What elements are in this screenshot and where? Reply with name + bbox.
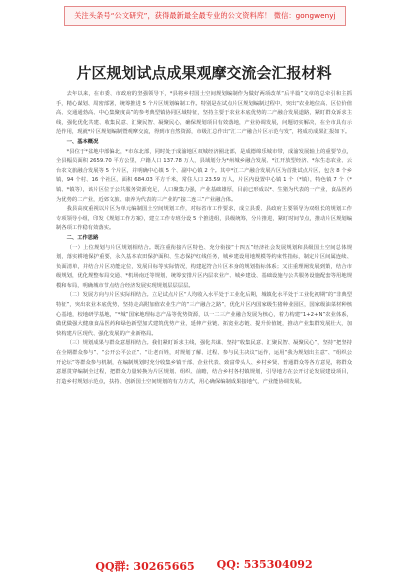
paragraph-approach-1: （一）上位规划与片区规划相结合。既注重衔接片区特色、充分衔接“十四五”经济社会发展规划和县级国土空间总体规划，落实耕地保护重要，永久基本农田保护面积、生态保护红线任务，城乡建设用地规模等约束性指标，制定片区间属连续、负面清单，并结合片区功能定位，发展目标等实际情况，构建起符合片区本身的规划指标体系；又注重理阐发展到策，结合市级规划，优化规整布局交通、*机场南迁等规划，统筹安排片区内层农业产、城乡建设、基础设施与公共服务设施配套等用地规模和布局，明确城市节点结合经济发展实现规划层层层层。 <box>56 244 352 289</box>
paragraph-organization: 我县高度重视以片区为单元编制国土空间规划工作，对标省市工作要求，成立县委、县政府主要领导为双组长的规划工作专项领导小组，印发《规划工作方案》，建立工作专班分设 5 个推进组，县级统筹，分片推进，紧盯时间节点，推动片区规划编制各项工作稳有效落实。 <box>56 206 352 232</box>
section-heading-approach: 二、工作思路 <box>66 234 99 241</box>
promo-banner: 关注头条号“公文研究”，获得最新最全最专业的公文资料库！ 微信：gongwenyj <box>64 6 346 26</box>
qq-group-number: QQ群: 30265665 <box>95 560 195 573</box>
document-body <box>56 90 352 387</box>
paragraph-overview: *县位于*盆地中部偏北，*市东北部，同时处于成渝地区双城经济圈北部，是成德绵乐城市带，成渝发展轴上的重要节点，全县幅员面积 2659.70 平方公里，户籍人口 137.78 万人，县域划分为*州城乡融合发展、*江开放型经济、*东生态农业、云台农文旅融合发展等 5 个片区，并明确中心镇 5 个、副中心镇 2 个。其中*江二产融合发展片区为首批试点片区，包含 8 个乡镇，94 个村、16 个社区，面积 684.03 平方千米，常住人口 23.59 万人，片区内设置中心镇 1 个（*镇），特色镇 7 个（*镇、*镇等），该片区位于公共服务资源充足，人口聚集力强，产业基础雄厚，目前已形成以*、生猪为代表的一产业，食品医药为优势的二产业，近郊文旅、康养为代表的三产业的“接二连三”产业融合体。 <box>56 148 352 203</box>
qq-number: QQ: 535304092 <box>216 558 313 571</box>
paragraph-intro: 去年以来，在市委、市政府的坚强领导下，*县将乡村国土空间规划编制作为做好两项改革“后半篇”文章的总牵引和主抓手，精心谋划、周密部署，统筹推进 5 个片区规划编制工作。特别是在试点片区规划编制过程中，突出“农业地位高、区位价值高、交通通勃高、中心集聚度高”的参考典型镇协同区域特征，坚持主要于农业本底优势的二产融合发展道路，紧盯群众诉求主线，强化优化共建、收集民意、汇聚民智、凝聚民心，确保规划项目有效落地，产业协调发展，问题切实解决，在全市具有示范作用，现就*片区规划编制暨观摩交流，得到市自然资源，市级汇总作出“汇二产融合片区示范与发”，将成功成果汇报如下。 <box>56 91 352 136</box>
document-title: 片区规划试点成果观摩交流会汇报材料 <box>76 64 332 82</box>
section-heading-overview: 一、基本概况 <box>66 138 99 145</box>
paragraph-approach-3: （三）规划成果与群众意愿相结合。我们紧盯诉求主线，强化共谋、坚持“收集民意、汇聚民智、凝聚民心”，坚持“把坚持在全期群众参与”、“公开公平公正”、“让老百姓，对规划了解、过程、参与民主决议”运作，运用“我为规划出主意”、“组织公开论坛”等群众参与机制，在编制规划时充分收集乡镇干部、企业代表、致富带头人、乡村乡贤、普通群众等各方意见，将群众意愿贯穿编制全过程，把群众力量转换为片区规划、组织、前瞻，结合乡村各村镇规划，引导地方在公开讨论发展建设项目，打造乡村规划示范点，扶持、创新国土空间规划的有力方式，用心确保编制成果接地气，产业能协调发展。 <box>56 340 352 385</box>
paragraph-approach-2: （二）发展方向与片区实际相结合。立足试点片区“人均收入水平处于工业化后期，城镇化水平处于工业化初期”的“非典型特征”，突出农业本底优势，坚持走高附加值农业生产的“三产融合之路”，优化片区内国家级生猪种业园区，国家级油菜材种核心基地，校地研学基地，“*城”国家地理标志产品等优势资源，以一二三产业融合发展为核心，着力构建“1+2+N”农业体系，做优做强大健康食品医药和绿色新型加式建筑优势产业，延伸产业链、拓宽业态链、提升价值链，推动产业集群发展壮大，加快构建片区现代、强化发展的产业新格局。 <box>56 292 352 337</box>
footer-contacts <box>0 558 408 574</box>
